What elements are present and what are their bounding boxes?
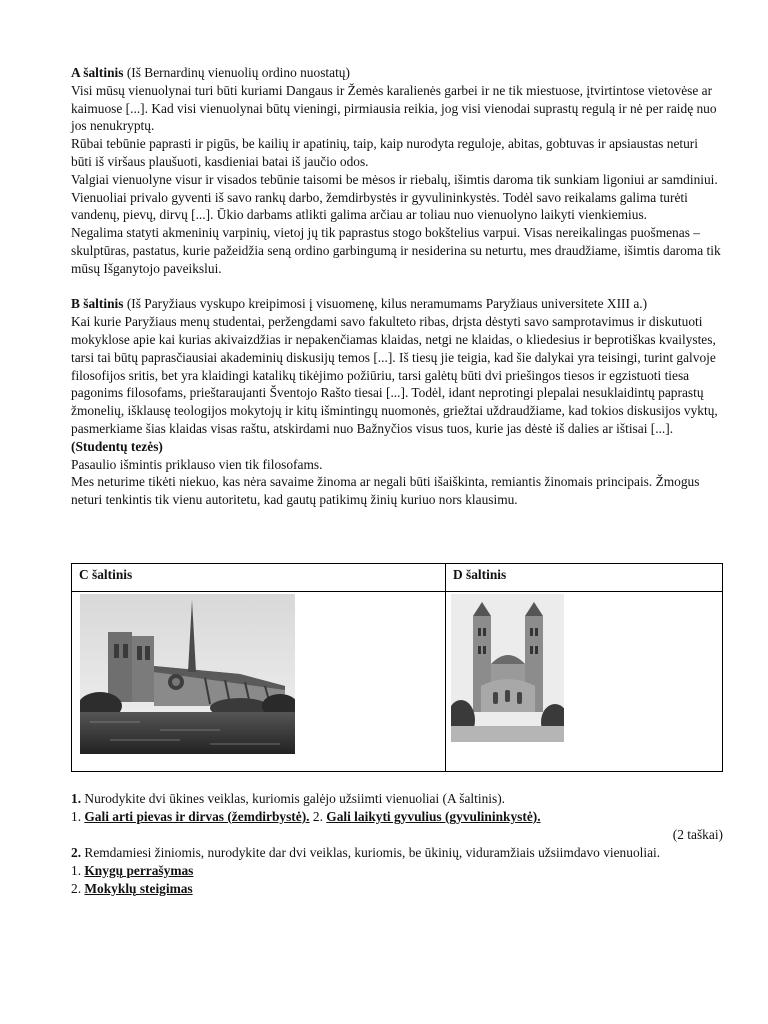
answer-2-2: Mokyklų steigimas bbox=[84, 880, 193, 896]
source-a-label: A šaltinis bbox=[71, 65, 124, 80]
source-a-paragraph-1: Visi mūsų vienuolynai turi būti kuriami Dangaus ir Žemės karalienės garbei ir ne tik miestuose, įtvirtintose vietovėse ar kaimuose [...]. Kad visi vienuolynai būtų vieningi, pirmiausia reikia, jog visi vienodai suprastų regulą ir nė per raidę nuo jos nenukryptų. bbox=[71, 82, 717, 134]
source-a-paragraph-4: Vienuoliai privalo gyventi iš savo rankų darbo, žemdirbystės ir gyvulininkystės. Todėl savo reikalams galima turėti vandenų, pievų, dirvų [...]. Ūkio darbams atlikti galima arčiau ar toliau nuo vienuolyno laikyti vienkiemius. bbox=[71, 189, 688, 223]
source-b-paragraph: Kai kurie Paryžiaus menų studentai, peržengdami savo fakulteto ribas, drįsta dėstyti savo samprotavimus ir diskutuoti mokyklose apie kai kurias akivaizdžias ir nepakenčiamas klaidas, netgi ne klaidas, o kliedesius ir beprotiškas kvailystes, tarsi tai būtų paprasčiausiai akademinių diskusijų temos [...]. Iš tiesų jie teigia, kad šie dalykai yra teisingi, turint galvoje filosofijos sritis, bet yra klaidingi katalikų tikėjimo požiūriu, tarsi galėtų būti dvi priešingos tiesos ir egzistuoti tiesa pagonims filosofams, prieštaraujanti Šventojo Rašto tiesai [...]. Todėl, idant neprotingi plepalai nesuklaidintų paprastų žmonelių, išklausę teologijos mokytojų ir kitų išmintingų nuomonės, griežtai uždraudžiame, kad tokios diskusijos vyktų, pasmerkiame šias klaidas visas raštu, atskirdami nuo Bažnyčios visus tuos, kurie jas dėstė iš dalies ar ištisai [...]. bbox=[71, 314, 718, 436]
source-b-label: B šaltinis bbox=[71, 296, 124, 312]
answer-1-1: Gali arti pievas ir dirvas (žemdirbystė). bbox=[84, 808, 310, 824]
question-2-number: 2. bbox=[71, 845, 82, 860]
thesis-2: Mes neturime tikėti niekuo, kas nėra savaime žinoma ar negali būti išaiškinta, remiantis žinomais principais. Žmogus neturi tenkintis tik vienu autoritetu, kad gautų patikimų žinių kuriuo nors klausimu. bbox=[71, 474, 700, 508]
source-c-label: C šaltinis bbox=[79, 567, 133, 582]
question-1-number: 1. bbox=[71, 791, 82, 806]
source-b-origin: (Iš Paryžiaus vyskupo kreipimosi į visuomenę, kilus neramumams Paryžiaus universitete XIII a.) bbox=[123, 296, 648, 312]
source-b-heading bbox=[71, 295, 721, 313]
sources-c-d-table bbox=[71, 563, 723, 772]
question-2-answer-2: 2. Mokyklų steigimas bbox=[71, 880, 193, 896]
question-1 bbox=[71, 790, 723, 843]
source-a-paragraph-5: Negalima statyti akmeninių varpinių, vietoj jų tik paprastus stogo bokštelius varpui. Visas nereikalingas puošmenas – skulptūras, pastatus, kurie pažeidžia seną ordino garbingumą ir nesiderina su neturtu, mes draudžiame, išimtis daroma tik mūsų Išganytojo paveikslui. bbox=[71, 225, 721, 276]
romanesque-cathedral-image bbox=[451, 594, 564, 742]
spacer bbox=[71, 278, 721, 296]
question-2 bbox=[71, 844, 723, 897]
source-a-paragraph-2: Rūbai tebūnie paprasti ir pigūs, be kailių ir apatinių, taip, kaip nurodyta reguloje, abitas, gobtuvas ir apsiaustas neturi būti iš viršaus plaušuoti, kasdieniai batai iš jaučio odos. bbox=[71, 136, 698, 169]
gothic-cathedral-image bbox=[80, 594, 295, 754]
source-a-origin: (Iš Bernardinų vienuolių ordino nuostatų) bbox=[123, 65, 350, 80]
table-divider bbox=[445, 564, 446, 771]
document-body bbox=[71, 64, 721, 509]
source-d-label: D šaltinis bbox=[453, 567, 507, 582]
thesis-1: Pasaulio išmintis priklauso vien tik filosofams. bbox=[71, 456, 323, 472]
answer-2-1: Knygų perrašymas bbox=[84, 862, 194, 878]
theses-heading: (Studentų tezės) bbox=[71, 438, 163, 454]
question-2-text: 2. Remdamiesi žiniomis, nurodykite dar dvi veiklas, kuriomis, be ūkinių, viduramžiais užsiimdavo vienuoliai. bbox=[71, 845, 661, 860]
question-2-answer-1: 1. Knygų perrašymas bbox=[71, 862, 194, 878]
question-1-answers: 1. Gali arti pievas ir dirvas (žemdirbystė). 2. Gali laikyti gyvulius (gyvulininkystė). bbox=[71, 808, 541, 824]
source-a-heading bbox=[71, 64, 721, 82]
question-1-text: 1. Nurodykite dvi ūkines veiklas, kuriomis galėjo užsiimti vienuoliai (A šaltinis). bbox=[71, 791, 506, 806]
answer-1-2: Gali laikyti gyvulius (gyvulininkystė). bbox=[326, 808, 541, 824]
question-1-points: (2 taškai) bbox=[672, 826, 723, 842]
source-a-paragraph-3: Valgiai vienuolyne visur ir visados tebūnie taisomi be mėsos ir riebalų, išimtis daroma tik sunkiam ligoniui ar samdiniui. bbox=[71, 171, 718, 187]
table-header-divider bbox=[72, 591, 722, 592]
